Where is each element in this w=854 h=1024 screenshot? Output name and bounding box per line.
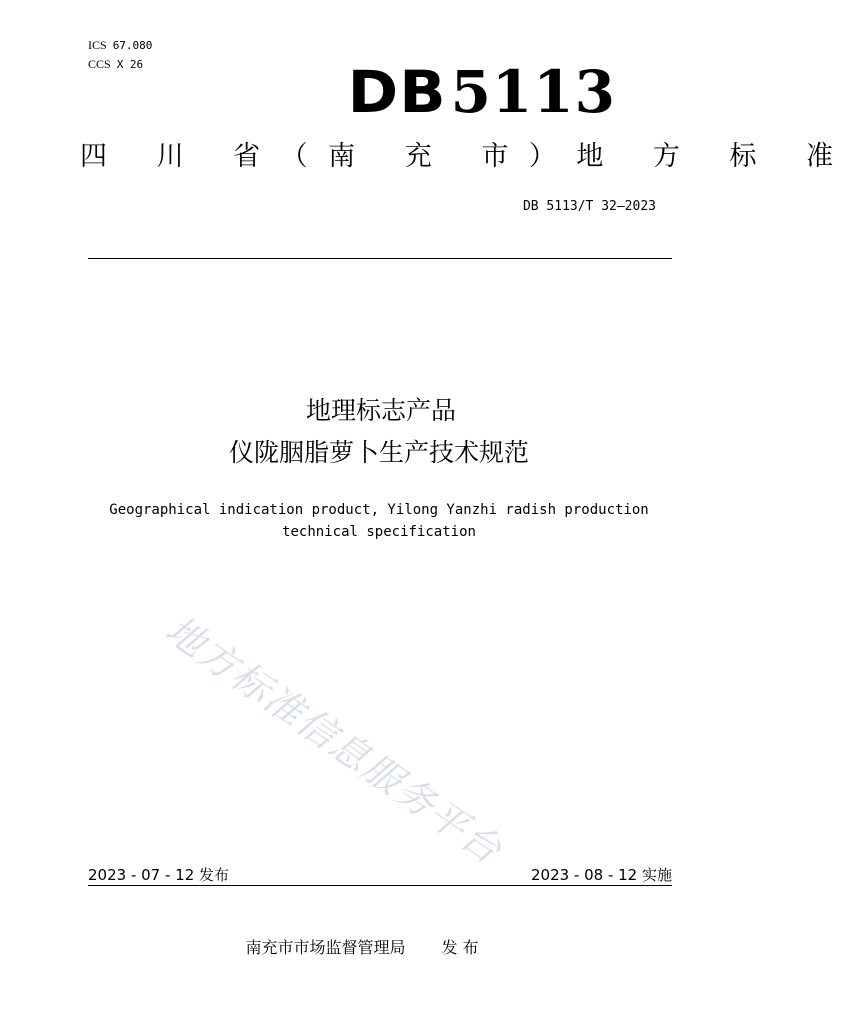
province-title: 四 川 省（南 充 市）地 方 标 准 <box>80 141 854 172</box>
db-logo-prefix: DB <box>347 58 447 126</box>
title-line-2: 仪陇胭脂萝卜生产技术规范 <box>228 438 529 467</box>
ics-code: 67.080 <box>112 39 153 52</box>
issuer-action: 发 布 <box>441 938 479 957</box>
title-line-1: 地理标志产品 <box>305 396 456 425</box>
ccs-line <box>88 55 152 74</box>
standard-number: DB 5113/T 32—2023 <box>522 199 656 214</box>
issue-date: 2023 - 07 - 12 发布 <box>88 866 230 884</box>
top-divider <box>88 258 672 259</box>
ccs-code: X 26 <box>116 58 144 71</box>
english-title: Geographical indication product, Yilong Yanzhi radish production technical specification <box>109 502 649 540</box>
issuer <box>0 935 724 958</box>
watermark: 地方标准信息服务平台 <box>157 607 511 873</box>
ics-label: ICS <box>88 38 107 52</box>
db-logo <box>347 58 616 126</box>
ccs-label: CCS <box>88 57 111 71</box>
implementation-date: 2023 - 08 - 12 实施 <box>530 866 672 884</box>
issuer-name: 南充市市场监督管理局 <box>245 938 406 957</box>
ics-line <box>88 36 152 55</box>
db-logo-number: 5113 <box>450 58 616 126</box>
bottom-divider <box>88 885 672 886</box>
classification-codes <box>88 36 152 74</box>
